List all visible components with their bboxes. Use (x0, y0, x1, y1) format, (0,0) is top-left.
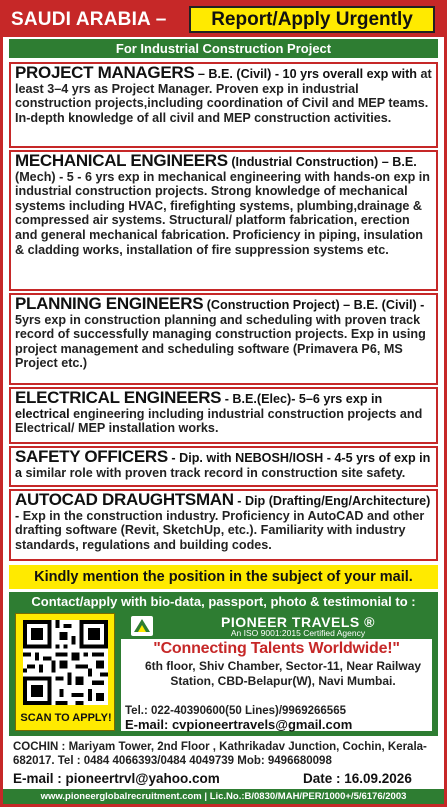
job-spec: - Dip. with NEBOSH/IOSH - 4-5 yrs of exp in a (15, 451, 431, 480)
job-autocad-draughtsman (9, 489, 438, 561)
qr-caption: SCAN TO APPLY! (20, 712, 112, 724)
job-planning-engineers (9, 293, 438, 385)
job-description: similar role with proven track record in construction site safety. (25, 465, 406, 480)
agency-banner (121, 613, 432, 639)
cochin-email[interactable]: E-mail : pioneertrvl@yahoo.com (13, 771, 220, 786)
ad-date: Date : 16.09.2026 (303, 771, 412, 786)
pioneer-logo-icon (131, 616, 153, 636)
job-title: PROJECT MANAGERS (15, 63, 195, 82)
agency-name: PIONEER TRAVELS ® (221, 614, 375, 630)
job-spec: - B.E.(Elec)- 5–6 yrs exp in electrical (15, 392, 383, 421)
job-title: MECHANICAL ENGINEERS (15, 151, 228, 170)
cochin-address: Mariyam Tower, 2nd Floor , Kathrikadav Junction, Cochin, Kerala- 682017. Tel : 0484 4066393/0484 4049739 Mob: 9496680098 (13, 741, 427, 767)
cochin-label: COCHIN : (13, 741, 66, 753)
job-spec: – B.E. (Civil) - 10 yrs overall exp with (194, 67, 417, 81)
agency-card (121, 613, 432, 731)
country-title: SAUDI ARABIA – (11, 9, 167, 30)
job-electrical-engineers (9, 387, 438, 444)
urgent-banner: Report/Apply Urgently (189, 6, 435, 33)
contact-section (9, 592, 438, 736)
job-mechanical-engineers (9, 150, 438, 291)
job-description: engineering including industrial construction projects and Electrical/ MEP installation works. (15, 406, 423, 436)
qr-code-icon[interactable] (23, 620, 108, 705)
footer-bar[interactable]: www.pioneerglobalrecruitment.com | Lic.No.:B/0830/MAH/PER/1000+/5/6176/2003 (3, 789, 444, 804)
job-title: PLANNING ENGINEERS (15, 294, 204, 313)
job-description: at least 3–4 yrs as Project Manager. Proven exp in industrial construction projects,including coordination of Civil and MEP teams. In-depth knowledge of all civil and MEP construction activities. (15, 67, 432, 125)
mumbai-telephone: Tel.: 022-40390600(50 Lines)/9969266565 (125, 705, 346, 717)
job-title: ELECTRICAL ENGINEERS (15, 388, 222, 407)
mumbai-address: 6th floor, Shiv Chamber, Sector-11, Near Railway Station, CBD-Belapur(W), Navi Mumbai. (144, 659, 422, 688)
agency-tagline: "Connecting Talents Worldwide!" (153, 640, 400, 657)
job-title: AUTOCAD DRAUGHTSMAN (15, 490, 234, 509)
job-project-managers (9, 62, 438, 148)
notice-banner: Kindly mention the position in the subject of your mail. (9, 565, 438, 589)
qr-panel[interactable] (15, 613, 115, 731)
job-description: (Mech) - 5 - 6 yrs exp in mechanical engineering with hands-on exp in industrial construction projects. Strong knowledge of mechanical systems including HVAC, firefighting systems, plumbing,drainage & compressed air systems. Structural/ platform fabrication, erection and general mechanical fabrication. Proficiency in piping, insulation & cladding works, installation of fire suppression systems etc. (15, 169, 430, 257)
contact-heading: Contact/apply with bio-data, passport, photo & testimonial to : (31, 594, 416, 609)
header-bar (3, 3, 444, 37)
job-title: SAFETY OFFICERS (15, 447, 168, 466)
project-subtitle: For Industrial Construction Project (9, 39, 438, 58)
job-description: Exp in the construction industry. Proficiency in AutoCAD and other drafting software (Revit, SketchUp, etc.). Familiarity with industry standards, regulations and building codes. (15, 508, 425, 552)
mumbai-email[interactable]: E-mail: cvpioneertravels@gmail.com (125, 717, 353, 732)
job-description: 5yrs exp in construction planning and scheduling with proven track record of successfully managing construction projects. Exp in using project management and scheduling software (Primavera P6, MS Project etc.) (15, 312, 426, 371)
agency-certification: An ISO 9001:2015 Certified Agency (230, 628, 366, 638)
job-spec: (Construction Project) – B.E. (Civil) - (203, 298, 425, 312)
job-spec: (Industrial Construction) – B.E. (227, 155, 417, 169)
job-safety-officers (9, 446, 438, 487)
job-spec: - Dip (Drafting/Eng/Architecture) - (15, 494, 431, 523)
